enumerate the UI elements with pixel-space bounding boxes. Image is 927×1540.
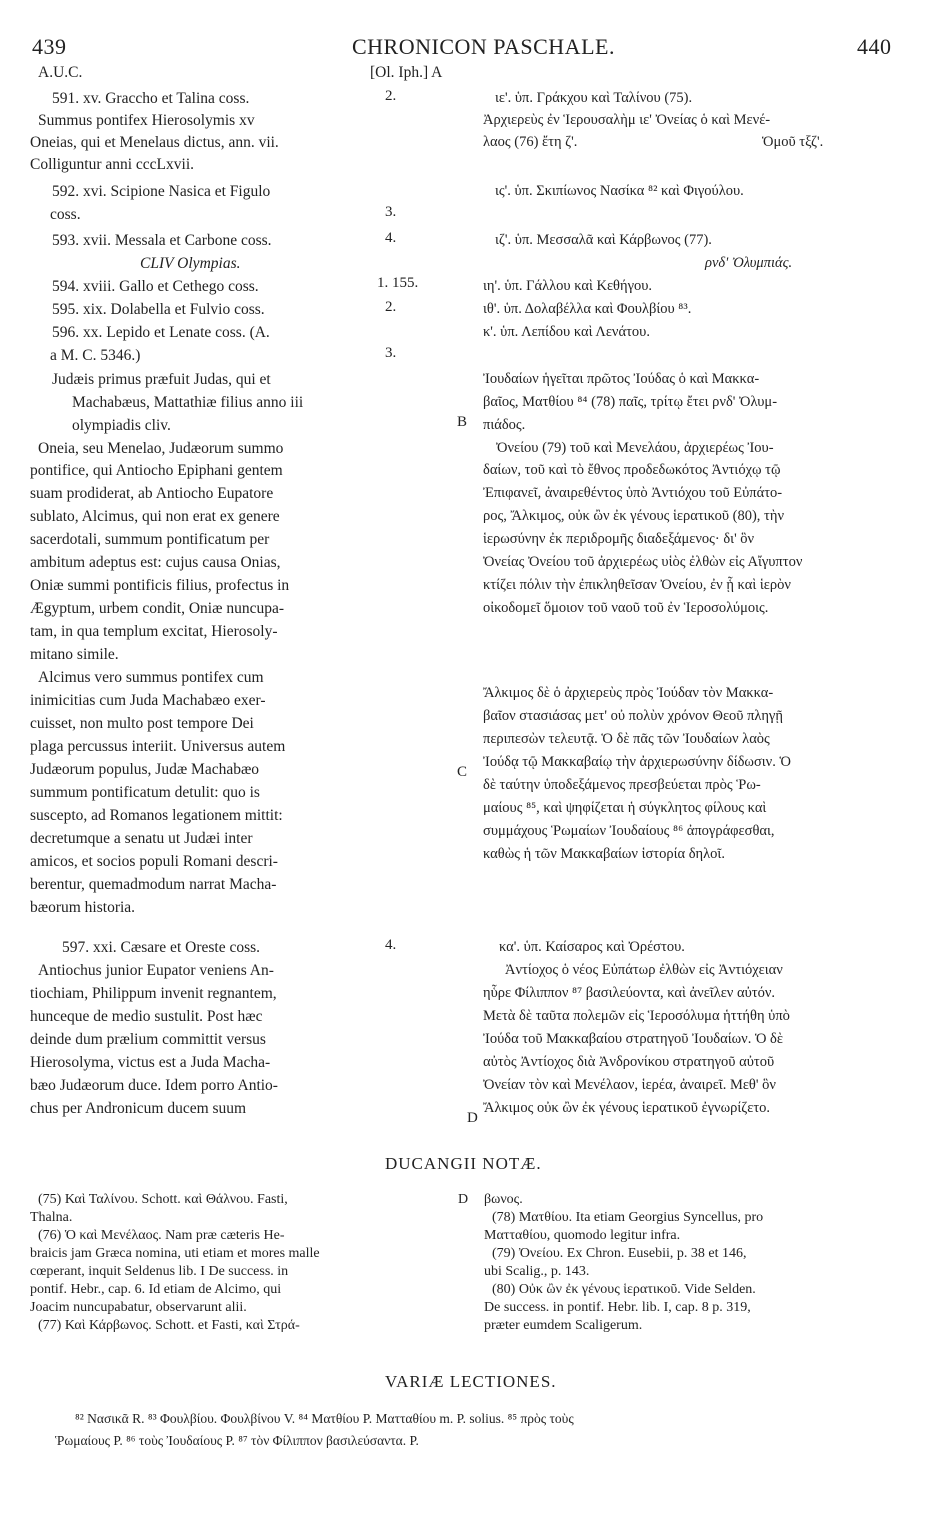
greek-line: Ἰουδαίων ἡγεῖται πρῶτος Ἰούδας ὁ καὶ Μακκα- [483, 371, 760, 387]
mid-number: 4. [385, 230, 397, 246]
note-line-left: (76) Ὁ καὶ Μενέλαος. Nam præ cæteris He- [38, 1228, 285, 1243]
greek-line: συμμάχους Ῥωμαίων Ἰουδαίους ⁸⁶ ἀπογράφεσθαι, [483, 823, 775, 839]
note-line-right: Ματταθίου, quomodo legitur infra. [484, 1228, 681, 1243]
mid-number: 4. [385, 937, 397, 953]
greek-line: κ'. ὑπ. Λεπίδου καὶ Λενάτου. [483, 324, 650, 340]
latin-line: olympiadis cliv. [72, 417, 171, 434]
greek-line: Ὀνείου (79) τοῦ καὶ Μενελάου, ἀρχιερέως Ἰου- [496, 440, 774, 456]
note-line-left: pontif. Hebr., cap. 6. Id etiam de Alcimo, qui [30, 1282, 282, 1297]
greek-line: Ἰούδα τοῦ Μακκαβαίου στρατηγοῦ Ἰουδαίων. Ὁ δὲ [483, 1031, 783, 1047]
greek-line: βαῖος, Ματθίου ⁸⁴ (78) παῖς, τρίτῳ ἔτει ρνδ' Ὀλυμ- [483, 394, 778, 410]
latin-line: Oniæ summi pontificis filius, profectus in [30, 577, 290, 594]
notes-margin-d: D [458, 1192, 469, 1207]
greek-line: κτίζει πόλιν τὴν ἐπικληθεῖσαν Ὀνείου, ἐν ᾗ καὶ ἱερὸν [483, 577, 791, 593]
latin-line: Hierosolyma, victus est a Juda Macha- [30, 1054, 271, 1071]
greek-line: ἱερωσύνην ἐκ περιδρομῆς διαδεξάμενος· δι' ὃν [483, 531, 755, 547]
greek-line: δὲ ταύτην ὑποδεξάμενος πρεσβεύεται πρὸς Ῥω- [483, 777, 761, 793]
left-page-number: 439 [32, 34, 67, 59]
greek-line: αὐτὸς Ἀντίοχος διὰ Ἀνδρονίκου στρατηγοῦ αὐτοῦ [483, 1054, 775, 1070]
greek-line: Ἰούδᾳ τῷ Μακκαβαίῳ τὴν ἀρχιερωσύνην δίδωσιν. Ὁ [483, 754, 791, 770]
mid-number: 1. 155. [377, 275, 419, 291]
latin-line: CLIV Olympias. [140, 255, 241, 272]
latin-line: tiochiam, Philippum invenit regnantem, [30, 985, 277, 1002]
latin-line: decretumque a senatu ut Judæi inter [30, 830, 253, 847]
latin-line: chus per Andronicum ducem suum [30, 1100, 247, 1117]
greek-line: Ἀρχιερεὺς ἐν Ἱερουσαλὴμ ιε' Ὀνείας ὁ καὶ Μενέ- [483, 112, 771, 128]
mid-number: 3. [385, 204, 397, 220]
mid-number: 2. [385, 299, 397, 315]
greek-line: καθὼς ἡ τῶν Μακκαβαίων ἱστορία δηλοῖ. [483, 846, 725, 862]
greek-line: ιε'. ὑπ. Γράκχου καὶ Ταλίνου (75). [495, 90, 693, 106]
notes-title: DUCANGII NOTÆ. [385, 1154, 542, 1173]
latin-line: summum pontificatum detulit: quo is [30, 784, 260, 801]
mid-number: 2. [385, 88, 397, 104]
latin-line: Colliguntur anni cccLxvii. [30, 156, 195, 173]
greek-line: πιάδος. [483, 417, 526, 433]
latin-line: mitano simile. [30, 646, 119, 663]
latin-line: 593. xvii. Messala et Carbone coss. [52, 232, 272, 249]
latin-line: hunceque de medio sustulit. Post hæc [30, 1008, 263, 1025]
latin-line: suam prodiderat, ab Antiocho Eupatore [30, 485, 274, 502]
margin-letter-b: B [457, 414, 468, 430]
note-line-left: Joacim nuncupabatur, observarunt alii. [30, 1300, 247, 1315]
greek-line: Ὀνείας Ὀνείου τοῦ ἀρχιερέως υἱὸς ἐλθὼν εἰς Αἴγυπτον [483, 554, 803, 570]
greek-line: βαῖον στασιάσας μετ' οὐ πολὺν χρόνον Θεοῦ πληγῇ [483, 708, 783, 724]
note-line-right: βωνος. [484, 1192, 523, 1207]
latin-line: coss. [50, 206, 81, 223]
latin-line: a M. C. 5346.) [50, 347, 141, 364]
latin-line: Antiochus junior Eupator veniens An- [38, 962, 274, 979]
note-line-right: præter eumdem Scaligerum. [484, 1318, 643, 1333]
latin-line: bæo Judæorum duce. Idem porro Antio- [30, 1077, 278, 1094]
greek-line: ις'. ὑπ. Σκιπίωνος Νασίκα ⁸² καὶ Φιγούλου. [495, 183, 744, 199]
margin-letter-d: D [467, 1110, 478, 1126]
note-line-left: Thalna. [30, 1210, 73, 1225]
note-line-right: (80) Οὐκ ὢν ἐκ γένους ἱερατικοῦ. Vide Selden. [492, 1282, 756, 1297]
latin-line: sacerdotali, summum pontificatum per [30, 531, 270, 548]
latin-line: Oneia, seu Menelao, Judæorum summo [38, 440, 284, 457]
variae-title: VARIÆ LECTIONES. [385, 1372, 557, 1391]
latin-line: Judæis primus præfuit Judas, qui et [52, 371, 271, 388]
running-title: CHRONICON PASCHALE. [352, 34, 615, 59]
latin-line: Oneias, qui et Menelaus dictus, ann. vii. [30, 134, 279, 151]
latin-line: Alcimus vero summus pontifex cum [38, 669, 264, 686]
greek-line: μαίους ⁸⁵, καὶ ψηφίζεται ἡ σύγκλητος φίλους καὶ [483, 800, 767, 816]
greek-line: λαος (76) ἔτη ζ'. [483, 134, 578, 150]
greek-line: Ὀνείαν τὸν καὶ Μενέλαον, ἱερέα, ἀναιρεῖ. Μεθ' ὃν [483, 1077, 776, 1093]
mid-number: 3. [385, 345, 397, 361]
greek-line: ιθ'. ὑπ. Δολαβέλλα καὶ Φουλβίου ⁸³. [483, 301, 692, 317]
latin-line: cuisset, non multo post tempore Dei [30, 715, 254, 732]
latin-line: bæorum historia. [30, 899, 136, 916]
greek-line: ιζ'. ὑπ. Μεσσαλᾶ καὶ Κάρβωνος (77). [495, 232, 712, 248]
note-line-right: (78) Ματθίου. Ita etiam Georgius Syncellus, pro [492, 1210, 764, 1225]
latin-line: ambitum adeptus est: cujus causa Onias, [30, 554, 281, 571]
latin-line: pontifice, qui Antiocho Epiphani gentem [30, 462, 283, 479]
latin-line: Judæorum populus, Judæ Machabæo [30, 761, 260, 778]
olympiad-label: [Ol. Iph.] A [370, 64, 443, 81]
note-line-right: ubi Scalig., p. 143. [484, 1264, 590, 1279]
greek-line: ιη'. ὑπ. Γάλλου καὶ Κεθήγου. [483, 278, 653, 294]
greek-line: κα'. ὑπ. Καίσαρος καὶ Ὀρέστου. [499, 939, 685, 955]
right-page-number: 440 [857, 34, 892, 59]
latin-line: 596. xx. Lepido et Lenate coss. (A. [52, 324, 270, 341]
margin-letter-c: C [457, 764, 468, 780]
note-line-left: cœperant, inquit Seldenus lib. I De success. in [30, 1264, 289, 1279]
note-line-left: braicis jam Græca nomina, uti etiam et mores malle [30, 1246, 320, 1261]
latin-line: sublato, Alcimus, qui non erat ex genere [30, 508, 280, 525]
variae-line: Ῥωμαίους P. ⁸⁶ τοὺς Ἰουδαίους P. ⁸⁷ τὸν Φίλιππον βασιλεύσαντα. P. [55, 1433, 419, 1448]
latin-line: suscepto, ad Romanos legationem mittit: [30, 807, 283, 824]
latin-line: deinde dum prælium committit versus [30, 1031, 266, 1048]
latin-line: Summus pontifex Hierosolymis xv [38, 112, 255, 129]
latin-line: Machabæus, Mattathiæ filius anno iii [72, 394, 304, 411]
latin-line: 591. xv. Graccho et Talina coss. [52, 90, 250, 107]
auc-label: A.U.C. [38, 64, 83, 81]
latin-line: 595. xix. Dolabella et Fulvio coss. [52, 301, 265, 318]
greek-line: δαίων, τοῦ καὶ τὸ ἔθνος προδεδωκότος Ἀντιόχῳ τῷ [483, 462, 781, 478]
greek-line: Μετὰ δὲ ταῦτα πολεμῶν εἰς Ἱεροσόλυμα ἡττήθη ὑπὸ [483, 1008, 790, 1024]
greek-line: ρος, Ἄλκιμος, οὐκ ὢν ἐκ γένους ἱερατικοῦ (80), τὴν [483, 508, 784, 524]
latin-line: 597. xxi. Cæsare et Oreste coss. [62, 939, 261, 956]
latin-line: amicos, et socios populi Romani descri- [30, 853, 278, 870]
greek-line: οἰκοδομεῖ ὅμοιον τοῦ ναοῦ τοῦ ἐν Ἱεροσολύμοις. [483, 600, 769, 616]
greek-line: Ἄλκιμος οὐκ ὢν ἐκ γένους ἱερατικοῦ ἐγνωρίζετο. [483, 1100, 771, 1116]
latin-line: inimicitias cum Juda Machabæo exer- [30, 692, 266, 709]
latin-line: 592. xvi. Scipione Nasica et Figulo [52, 183, 271, 200]
note-line-right: (79) Ὀνείου. Ex Chron. Eusebii, p. 38 et 146, [492, 1246, 747, 1261]
greek-line: Ἄλκιμος δὲ ὁ ἀρχιερεὺς πρὸς Ἰούδαν τὸν Μακκα- [483, 685, 774, 701]
variae-line: ⁸² Νασικᾶ R. ⁸³ Φουλβίου. Φουλβίνου V. ⁸⁴ Ματθίου P. Ματταθίου m. P. solius. ⁸⁵ πρὸς τοὺς [75, 1411, 574, 1426]
note-line-right: De success. in pontif. Hebr. lib. I, cap. 8 p. 319, [484, 1300, 751, 1315]
greek-line: ρνδ' Ὀλυμπιάς. [705, 255, 793, 271]
greek-line: Ἀντίοχος ὁ νέος Εὐπάτωρ ἐλθὼν εἰς Ἀντιόχειαν [505, 962, 783, 978]
latin-line: berentur, quemadmodum narrat Macha- [30, 876, 277, 893]
greek-line: Ἐπιφανεῖ, ἀναιρεθέντος ὑπὸ Ἀντιόχου τοῦ Εὐπάτο- [483, 485, 783, 501]
latin-line: Ægyptum, urbem condit, Oniæ nuncupa- [30, 600, 284, 617]
note-line-left: (77) Καὶ Κάρβωνος. Schott. et Fasti, καὶ Στρά- [38, 1318, 300, 1333]
note-line-left: (75) Καὶ Ταλίνου. Schott. καὶ Θάλνου. Fasti, [38, 1192, 288, 1207]
greek-line: ηὗρε Φίλιππον ⁸⁷ βασιλεύοντα, καὶ ἀνεῖλεν αὐτόν. [483, 985, 776, 1001]
greek-line: Ὁμοῦ τξζ'. [762, 134, 824, 150]
latin-line: plaga percussus interiit. Universus autem [30, 738, 286, 755]
latin-line: 594. xviii. Gallo et Cethego coss. [52, 278, 259, 295]
greek-line: περιπεσὼν τελευτᾷ. Ὁ δὲ πᾶς τῶν Ἰουδαίων λαὸς [483, 731, 770, 747]
latin-line: tam, in qua templum excitat, Hierosoly- [30, 623, 278, 640]
